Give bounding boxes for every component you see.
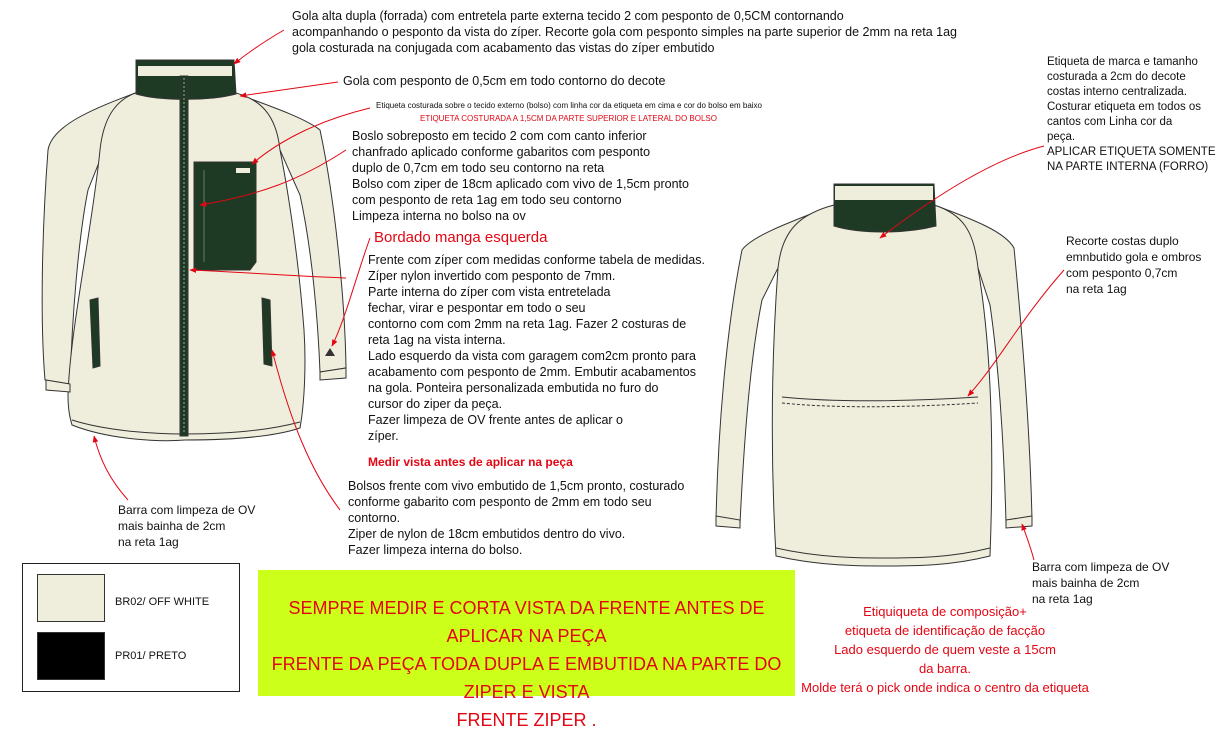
pocket-label <box>236 168 250 173</box>
note-frente-ziper: Frente com zíper com medidas conforme tabela de medidas. Zíper nylon invertido com pesponto de 7mm. Parte interna do zíper com vista entretelada fechar, virar e pespontar em todo o seu contorno com com 2mm na reta 1ag. Fazer 2 costuras de reta 1ag na vista interna. Lado esquerdo da vista com garagem com2cm pronto para acabamento com pesponto de 2mm. Embutir acabamentos na gola. Ponteira personalizada embutida no furo do cursor do ziper da peça. Fazer limpeza de OV frente antes de aplicar o zíper. <box>368 253 705 443</box>
note-barra-frente: Barra com limpeza de OV mais bainha de 2cm na reta 1ag <box>118 503 256 549</box>
note-etiqueta-bolso: Etiqueta costurada sobre o tecido externo (bolso) com linha cor da etiqueta em cima e cor do bolso em baixo <box>376 101 762 110</box>
note-bordado: Bordado manga esquerda <box>374 229 548 246</box>
right-side-pocket <box>262 298 272 366</box>
color-swatch-panel <box>22 563 240 692</box>
note-etiqueta-composicao: Etiquiqueta de composição+ etiqueta de identificação de facção Lado esquerdo de quem veste a 15cm da barra. Molde terá o pick onde indica o centro da etiqueta <box>801 604 1089 695</box>
back-body <box>772 205 991 566</box>
note-gola-alta: Gola alta dupla (forrada) com entretela parte externa tecido 2 com pesponto de 0,5CM contornando acompanhando o pesponto da vista do zíper. Recorte gola com pesponto simples na parte superior de 2mm na reta 1ag gola costurada na conjugada com acabamento das vistas do zíper embutido <box>292 9 957 55</box>
back-collar-band <box>835 186 933 200</box>
note-recorte-costas: Recorte costas duplo emnbutido gola e ombros com pesponto 0,7cm na reta 1ag <box>1066 234 1202 296</box>
note-bolsos-frente: Bolsos frente com vivo embutido de 1,5cm pronto, costurado conforme gabarito com pesponto de 2mm em todo seu contorno. Ziper de nylon de 18cm embutidos dentro do vivo. Fazer limpeza interna do bolso. <box>348 479 685 557</box>
note-barra-costas: Barra com limpeza de OV mais bainha de 2cm na reta 1ag <box>1032 560 1170 606</box>
chest-pocket <box>194 162 256 270</box>
banner-line-1: SEMPRE MEDIR E CORTA VISTA DA FRENTE ANTES DE APLICAR NA PEÇA <box>288 598 765 646</box>
warning-banner <box>258 570 795 730</box>
note-gola-pesponto: Gola com pesponto de 0,5cm em todo contorno do decote <box>343 74 666 88</box>
swatch-off-white <box>37 574 105 622</box>
banner-line-2: FRENTE DA PEÇA TODA DUPLA E EMBUTIDA NA PARTE DO ZIPER E VISTA <box>271 654 782 702</box>
note-etiqueta-marca: Etiqueta de marca e tamanho costurada a 2cm do decote costas interno centralizada. Costurar etiqueta em todos os cantos com Linha cor da peça. APLICAR ETIQUETA SOMENTE NA PARTE INTERNA (FORRO) <box>1047 56 1216 173</box>
banner-line-3: FRENTE ZIPER . <box>456 710 597 730</box>
front-collar-band <box>138 66 232 76</box>
note-medir-vista: Medir vista antes de aplicar na peça <box>368 455 573 469</box>
note-etiqueta-bolso-red: ETIQUETA COSTURADA A 1,5CM DA PARTE SUPERIOR E LATERAL DO BOLSO <box>420 114 717 123</box>
front-jacket <box>42 60 346 441</box>
note-bolso-sobreposto: Boslo sobreposto em tecido 2 com com canto inferior chanfrado aplicado conforme gabaritos com pesponto duplo de 0,7cm em todo seu contorno na reta Bolso com ziper de 18cm aplicado com vivo de 1,5cm pronto com pesponto de reta 1ag em todo seu contorno Limpeza interna no bolso na ov <box>352 129 689 223</box>
swatch-off-white-label: BR02/ OFF WHITE <box>115 596 210 608</box>
swatch-black-label: PR01/ PRETO <box>115 650 187 662</box>
swatch-black <box>37 632 105 680</box>
